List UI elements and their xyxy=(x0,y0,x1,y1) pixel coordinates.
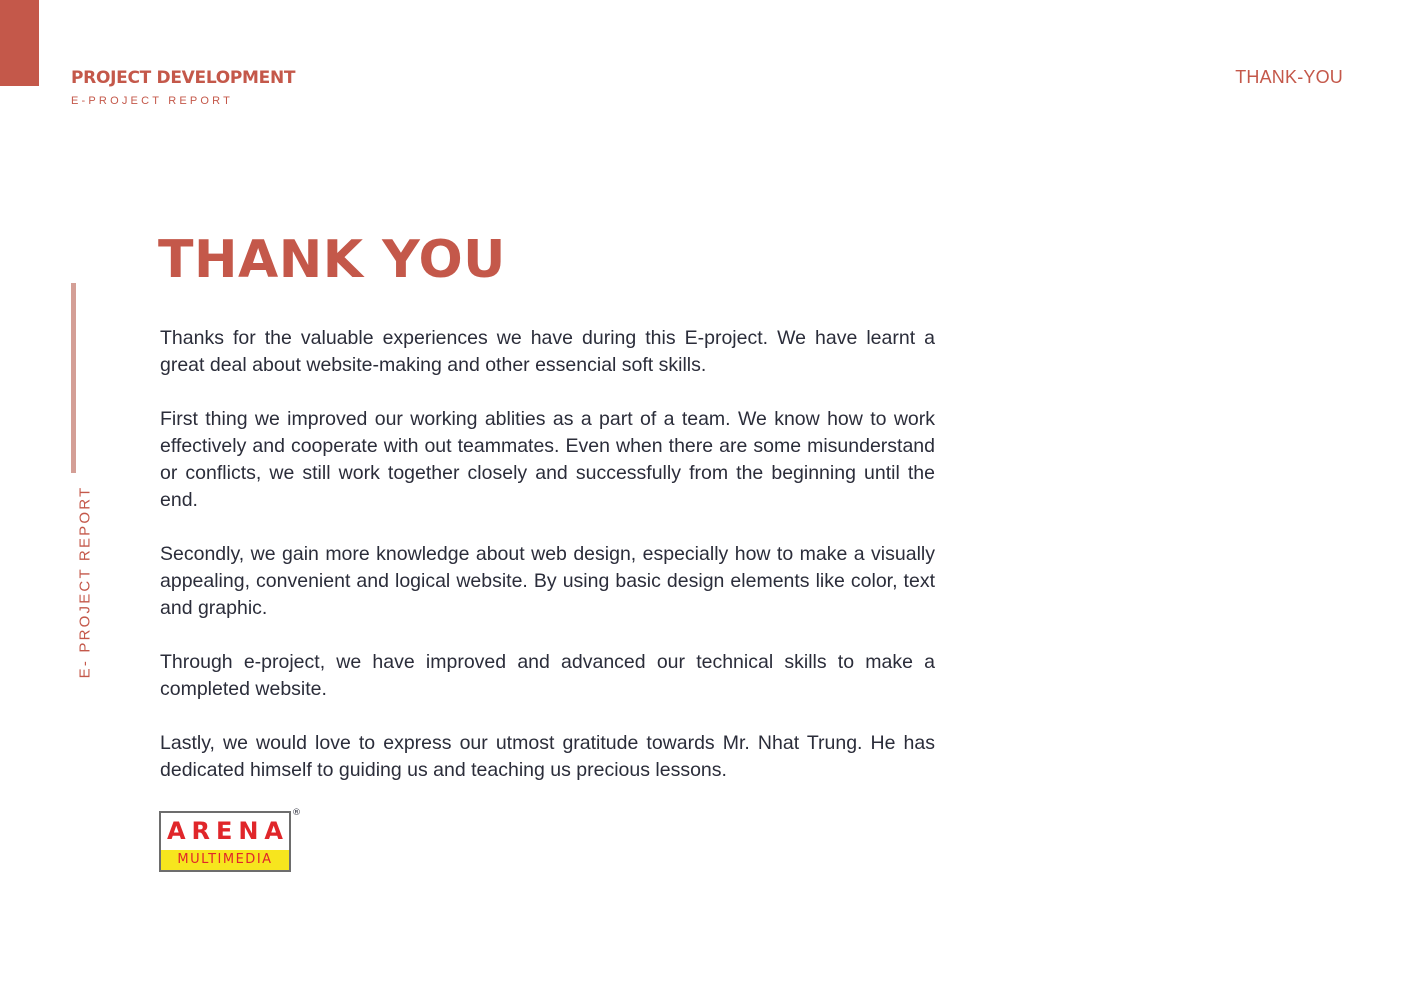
paragraph-intro: Thanks for the valuable experiences we have during this E-project. We have learnt a great deal about website-making and other essencial soft skills. xyxy=(160,327,935,376)
corner-accent-block xyxy=(0,0,39,86)
arena-multimedia-logo xyxy=(159,811,291,872)
logo-letter: A xyxy=(264,817,283,845)
sidebar-accent-bar xyxy=(71,283,76,473)
registered-mark-icon: ® xyxy=(292,808,301,818)
logo-letter: A xyxy=(167,817,186,845)
sidebar-vertical-label: E- PROJECT REPORT xyxy=(76,485,94,679)
paragraph-teamwork: First thing we improved our working ablities as a part of a team. We know how to work effectively and cooperate with out teammates. Even when there are some misunderstand or conflicts, we still work together closely and successfully from the beginning until the end. xyxy=(160,408,935,511)
page-title: THANK YOU xyxy=(158,230,506,290)
paragraph-gratitude: Lastly, we would love to express our utmost gratitude towards Mr. Nhat Trung. He has dedicated himself to guiding us and teaching us precious lessons. xyxy=(160,732,935,781)
logo-letter: E xyxy=(215,817,233,845)
section-label: THANK-YOU xyxy=(1235,67,1343,87)
header-subtitle: E-PROJECT REPORT xyxy=(71,95,234,107)
logo-wordmark xyxy=(161,813,289,849)
paragraph-technical: Through e-project, we have improved and advanced our technical skills to make a completed website. xyxy=(160,651,935,700)
body-text xyxy=(160,325,935,811)
header-title: PROJECT DEVELOPMENT xyxy=(71,68,296,88)
logo-letter: R xyxy=(191,817,211,845)
logo-letter: N xyxy=(238,817,259,845)
logo-subtext: MULTIMEDIA xyxy=(161,850,289,870)
paragraph-design: Secondly, we gain more knowledge about web design, especially how to make a visually appealing, convenient and logical website. By using basic design elements like color, text and graphic. xyxy=(160,543,935,619)
